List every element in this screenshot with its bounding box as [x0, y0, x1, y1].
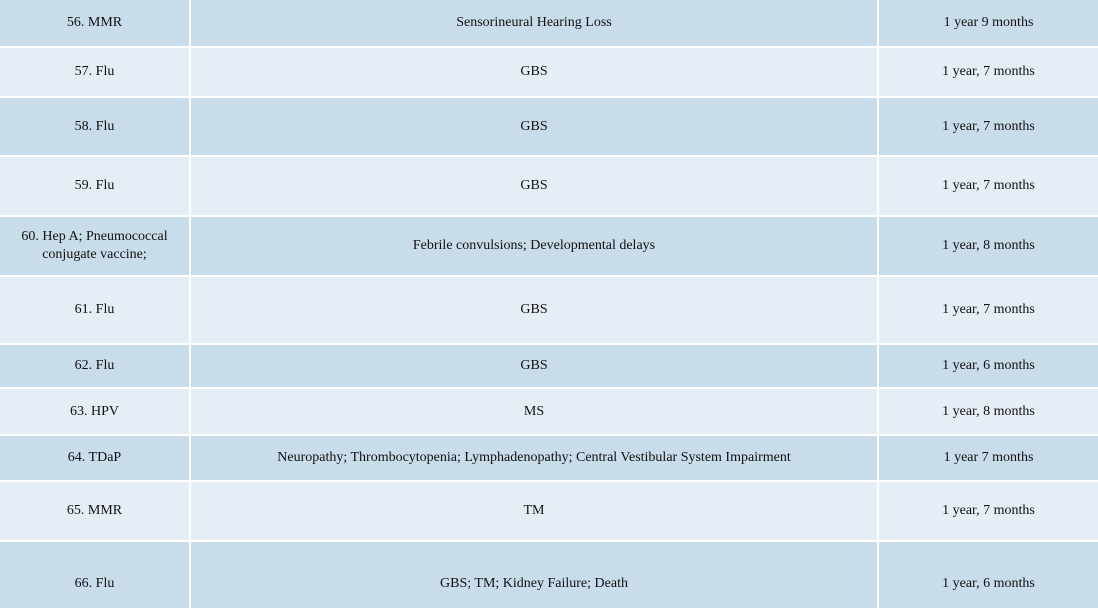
- time-cell: 1 year 9 months: [878, 0, 1098, 47]
- time-cell: 1 year, 7 months: [878, 47, 1098, 97]
- vaccine-cell: 59. Flu: [0, 156, 190, 216]
- time-cell: 1 year, 8 months: [878, 388, 1098, 435]
- time-cell: 1 year, 7 months: [878, 481, 1098, 541]
- vaccine-cell: 62. Flu: [0, 344, 190, 388]
- table-row: [0, 47, 1098, 97]
- table-row: [0, 541, 1098, 609]
- time-cell: 1 year, 6 months: [878, 344, 1098, 388]
- time-cell: 1 year, 7 months: [878, 276, 1098, 344]
- injury-cell: TM: [190, 481, 878, 541]
- injury-cell: GBS: [190, 156, 878, 216]
- table-row: [0, 0, 1098, 47]
- table-row: [0, 216, 1098, 276]
- table-row: [0, 344, 1098, 388]
- injury-cell: GBS: [190, 276, 878, 344]
- vaccine-cell: 64. TDaP: [0, 435, 190, 481]
- vaccine-cell: 60. Hep A; Pneumococcal conjugate vaccine;: [0, 216, 190, 276]
- vaccine-cell: 61. Flu: [0, 276, 190, 344]
- injury-cell: GBS: [190, 344, 878, 388]
- table-row: [0, 435, 1098, 481]
- vaccine-cell: 57. Flu: [0, 47, 190, 97]
- table-row: [0, 156, 1098, 216]
- vaccine-cell: 66. Flu: [0, 541, 190, 609]
- time-cell: 1 year, 8 months: [878, 216, 1098, 276]
- injury-cell: Sensorineural Hearing Loss: [190, 0, 878, 47]
- injury-cell: MS: [190, 388, 878, 435]
- table-row: [0, 276, 1098, 344]
- injury-cell: GBS; TM; Kidney Failure; Death: [190, 541, 878, 609]
- vaccine-cell: 56. MMR: [0, 0, 190, 47]
- table-row: [0, 481, 1098, 541]
- table-row: [0, 388, 1098, 435]
- injury-cell: GBS: [190, 97, 878, 156]
- vaccine-cell: 65. MMR: [0, 481, 190, 541]
- table-row: [0, 97, 1098, 156]
- time-cell: 1 year, 6 months: [878, 541, 1098, 609]
- time-cell: 1 year, 7 months: [878, 97, 1098, 156]
- injury-cell: GBS: [190, 47, 878, 97]
- vaccine-cell: 63. HPV: [0, 388, 190, 435]
- time-cell: 1 year 7 months: [878, 435, 1098, 481]
- time-cell: 1 year, 7 months: [878, 156, 1098, 216]
- injury-cell: Neuropathy; Thrombocytopenia; Lymphadenopathy; Central Vestibular System Impairment: [190, 435, 878, 481]
- vaccine-cell: 58. Flu: [0, 97, 190, 156]
- injury-cell: Febrile convulsions; Developmental delays: [190, 216, 878, 276]
